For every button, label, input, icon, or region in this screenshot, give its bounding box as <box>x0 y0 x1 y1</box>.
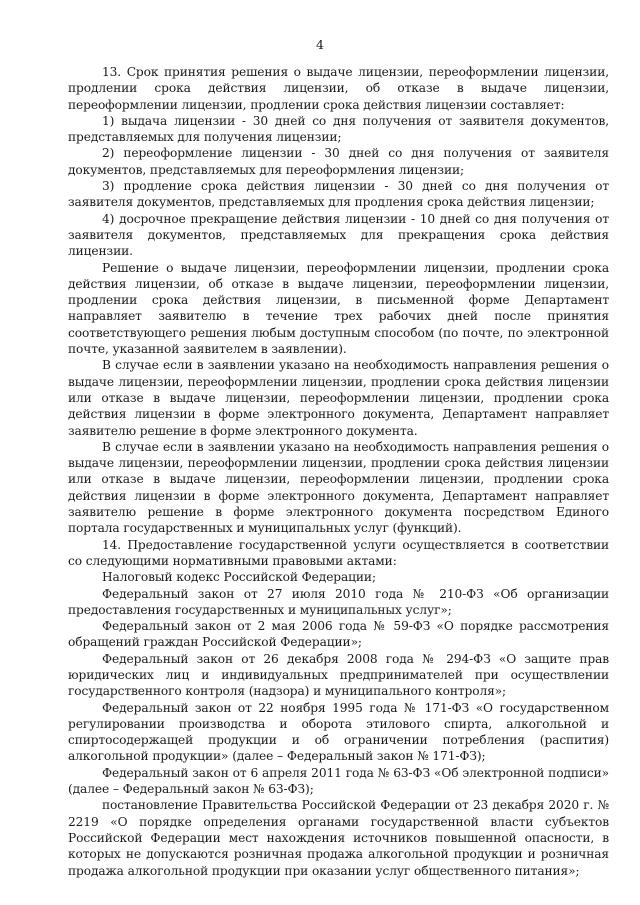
legal-act-resolution-2219: постановление Правительства Российской Федерации от 23 декабря 2020 г. № 2219 «О порядке определения органами государственной власти субъектов Российской Федерации мест нахождения источников повышенной опасности, в которых не допускаются розничная продажа алкогольной продукции и розничная продажа алкогольной продукции при оказании услуг общественного питания»; <box>68 798 609 878</box>
list-item-issue: 1) выдача лицензии - 30 дней со дня получения от заявителя документов, представляемых для получения лицензии; <box>68 113 609 145</box>
list-item-reissue: 2) переоформление лицензии - 30 дней со дня получения от заявителя документов, представляемых для переоформления лицензии; <box>68 146 609 177</box>
paragraph-written-decision: Решение о выдаче лицензии, переоформлении лицензии, продлении срока действия лицензии, об отказе в выдаче лицензии, переоформлении лицензии, продлении срока действия лицензии, в письменной форме Департамент направляет заявителю в течение трех рабочих дней после принятия соответствующего решения любым доступным способом (по почте, по электронной почте, указанной заявителем в заявлении). <box>68 260 609 357</box>
list-item-early-termination: 4) досрочное прекращение действия лицензии - 10 дней со дня получения от заявителя документов, представляемых для прекращения срока действия лицензии. <box>68 211 609 259</box>
legal-act-tax-code: Налоговый кодекс Российской Федерации; <box>102 570 376 585</box>
legal-act-210-fz: Федеральный закон от 27 июля 2010 года № 210-ФЗ «Об организации предоставления государственных и муниципальных услуг»; <box>68 586 609 617</box>
paragraph-legal-basis: 14. Предоставление государственной услуги осуществляется в соответствии со следующими нормативными правовыми актами: <box>68 537 609 568</box>
paragraph-electronic-decision-portal: В случае если в заявлении указано на необходимость направления решения о выдаче лицензии, переоформлении лицензии, продлении срока действия лицензии или отказе в выдаче лицензии, переоформлении лицензии, продлении срока действия лицензии в форме электронного документа, Департамент направляет заявителю решение в форме электронного документа посредством Единого портала государственных и муниципальных услуг (функций). <box>68 439 609 536</box>
legal-act-63-fz: Федеральный закон от 6 апреля 2011 года № 63-ФЗ «Об электронной подписи» (далее – Федеральный закон № 63-ФЗ); <box>68 765 609 797</box>
paragraph-decision-deadline: 13. Срок принятия решения о выдаче лицензии, переоформлении лицензии, продлении срока действия лицензии, об отказе в выдаче лицензии, переоформлении лицензии, продлении срока действия лицензии составляет: <box>68 65 609 112</box>
list-item-extension: 3) продление срока действия лицензии - 30 дней со дня получения от заявителя документов, представляемых для продления срока действия лицензии; <box>68 179 609 210</box>
legal-act-59-fz: Федеральный закон от 2 мая 2006 года № 59-ФЗ «О порядке рассмотрения обращений граждан Российской Федерации»; <box>68 619 609 650</box>
legal-act-294-fz: Федеральный закон от 26 декабря 2008 года № 294-ФЗ «О защите прав юридических лиц и индивидуальных предпринимателей при осуществлении государственного контроля (надзора) и муниципального контроля»; <box>68 651 609 699</box>
legal-act-171-fz: Федеральный закон от 22 ноября 1995 года № 171-ФЗ «О государственном регулировании производства и оборота этилового спирта, алкогольной и спиртосодержащей продукции и об ограничении потребления (распития) алкогольной продукции» (далее – Федеральный закон № 171-ФЗ); <box>68 700 609 764</box>
page-number: 4 <box>316 37 324 52</box>
document-body <box>68 64 609 879</box>
paragraph-electronic-decision: В случае если в заявлении указано на необходимость направления решения о выдаче лицензии, переоформлении лицензии, продлении срока действия лицензии или отказе в выдаче лицензии, переоформлении лицензии, продлении срока действия лицензии в форме электронного документа, Департамент направляет заявителю решение в форме электронного документа. <box>68 358 609 438</box>
